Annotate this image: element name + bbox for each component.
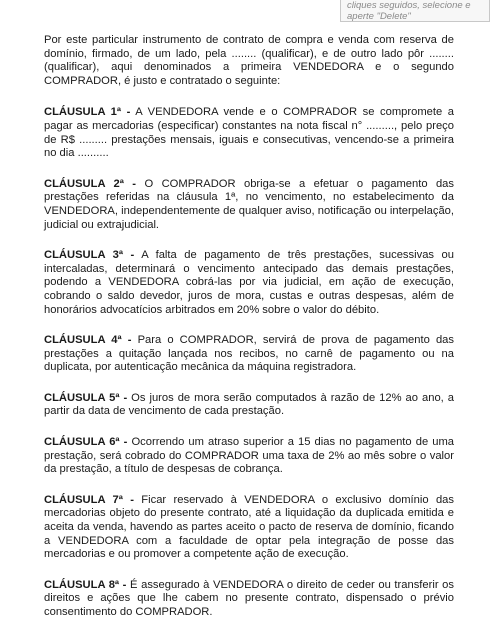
clause-title: CLÁUSULA 5ª - [44,391,128,404]
clause-text: Ocorrendo um atraso superior a 15 dias no pagamento de uma prestação, será cobrado do COMPRADOR uma taxa de 2% ao mês sobre o valor da prestação, a título de despesas de cobrança. [44,436,455,476]
clause-7[interactable] [44,494,454,562]
intro-paragraph[interactable]: Por este particular instrumento de contrato de compra e venda com reserva de domínio, firmado, de um lado, pela ........ (qualificar), e de outro lado pôr ........ (qualificar), aqui denominados a primeira VENDEDORA e o segundo COMPRADOR, é justo e contratado o seguinte: [44,34,454,87]
clause-title: CLÁUSULA 1ª - [44,106,131,119]
clause-title: CLÁUSULA 2ª - [44,177,137,190]
clause-title: CLÁUSULA 7ª - [44,493,134,506]
clause-text: Ficar reservado à VENDEDORA o exclusivo domínio das mercadorias objeto do presente contrato, até a liquidação da duplicada emitida e aceita da venda, havendo as partes aceito o pacto de reserva de domínio, ficando a VENDEDORA com a faculdade de optar pela integração de posse das mercadorias e ou promover a competente ação de execução. [44,493,454,561]
clause-text: É assegurado à VENDEDORA o direito de ceder ou transferir os direitos e ações que lhe cabem no presente contrato, dispensado o prévio consentimento do COMPRADOR. [44,578,454,618]
clause-2[interactable] [44,178,454,232]
clause-title: CLÁUSULA 4ª - [44,334,132,347]
instruction-line: aperte "Delete" [347,10,411,22]
clause-text: A VENDEDORA vende e o COMPRADOR se compromete a pagar as mercadorias (especificar) constantes na nota fiscal n° ........., pelo preço de R$ ......... prestações mensais, iguais e consecutivas, vencendo-se a primeira no dia .......... [44,106,454,160]
clause-3[interactable] [44,249,454,317]
clause-8[interactable] [44,579,454,620]
clause-title: CLÁUSULA 8ª - [44,578,127,591]
clause-text: Os juros de mora serão computados à razão de 12% ao ano, a partir da data de vencimento de cada prestação. [44,391,454,418]
clause-6[interactable] [44,436,454,477]
clause-5[interactable] [44,392,454,419]
clause-title: CLÁUSULA 3ª - [44,249,135,262]
contract-document[interactable] [44,34,454,637]
clause-1[interactable] [44,106,454,160]
clause-title: CLÁUSULA 6ª - [44,436,128,449]
clause-text: A falta de pagamento de três prestações, sucessivas ou intercaladas, determinará o vencimento antecipado das demais prestações, podendo a VENDEDORA cobrá-las por via judicial, em ação de execução, cobrando o saldo devedor, juros de mora, custas e outras despesas, além de honorários advocatícios arbitrados em 20% sobre o valor do débito. [44,249,454,316]
clause-4[interactable] [44,334,454,375]
instruction-line: cliques seguidos, selecione e [347,0,471,11]
clause-text: O COMPRADOR obriga-se a efetuar o pagamento das prestações referidas na cláusula 1ª, no vencimento, no estabelecimento da VENDEDORA, independentemente de qualquer aviso, notificação ou interpelação, judicial ou extrajudicial. [44,177,454,231]
clause-text: Para o COMPRADOR, servirá de prova de pagamento das prestações a quitação lançada nos recibos, no carnê de pagamento ou na duplicata, por autenticação mecânica da máquina registradora. [44,334,454,374]
instruction-tooltip [340,0,490,22]
